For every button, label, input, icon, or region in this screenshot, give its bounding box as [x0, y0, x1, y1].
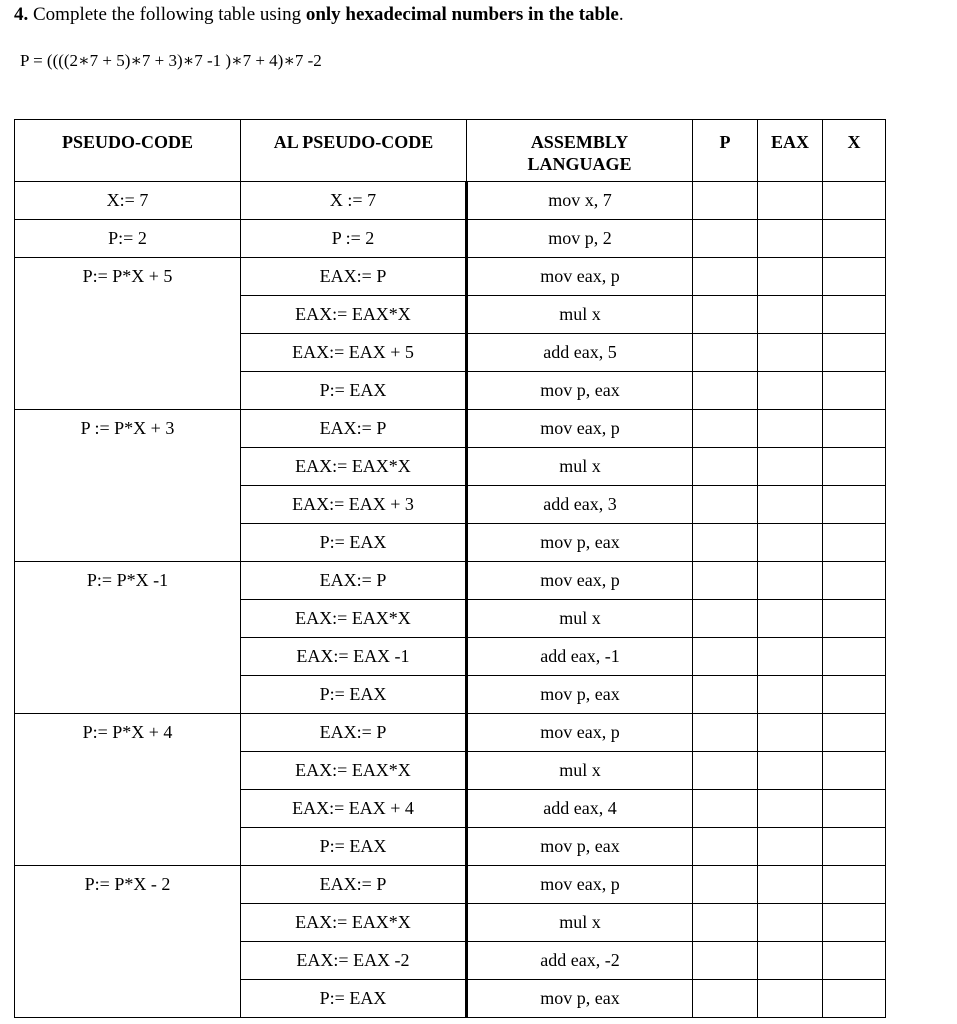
assembly-cell: mov eax, p — [467, 562, 693, 600]
answer-cell-eax[interactable] — [758, 904, 823, 942]
answer-cell-p[interactable] — [693, 372, 758, 410]
assembly-cell: add eax, 5 — [467, 334, 693, 372]
answer-cell-x[interactable] — [823, 562, 886, 600]
al-pseudo-code-cell: EAX:= P — [241, 562, 467, 600]
answer-cell-eax[interactable] — [758, 714, 823, 752]
answer-cell-p[interactable] — [693, 676, 758, 714]
assembly-cell: mov eax, p — [467, 410, 693, 448]
answer-cell-p[interactable] — [693, 904, 758, 942]
answer-cell-p[interactable] — [693, 334, 758, 372]
answer-cell-p[interactable] — [693, 638, 758, 676]
assembly-cell: mul x — [467, 600, 693, 638]
answer-cell-p[interactable] — [693, 562, 758, 600]
al-pseudo-code-cell: P:= EAX — [241, 828, 467, 866]
pseudo-code-cell: X:= 7 — [15, 182, 241, 220]
header-assembly-language: ASSEMBLY LANGUAGE — [467, 120, 693, 182]
pseudo-code-cell: P:= P*X - 2 — [15, 866, 241, 1018]
table-row — [15, 714, 886, 752]
assembly-cell: mov p, eax — [467, 980, 693, 1018]
al-pseudo-code-cell: P:= EAX — [241, 980, 467, 1018]
answer-cell-x[interactable] — [823, 904, 886, 942]
answer-cell-p[interactable] — [693, 866, 758, 904]
answer-cell-p[interactable] — [693, 448, 758, 486]
answer-cell-p[interactable] — [693, 410, 758, 448]
al-pseudo-code-cell: EAX:= P — [241, 258, 467, 296]
answer-cell-x[interactable] — [823, 486, 886, 524]
answer-cell-eax[interactable] — [758, 600, 823, 638]
al-pseudo-code-cell: EAX:= EAX*X — [241, 904, 467, 942]
answer-cell-x[interactable] — [823, 866, 886, 904]
al-pseudo-code-cell: EAX:= EAX*X — [241, 752, 467, 790]
answer-cell-x[interactable] — [823, 448, 886, 486]
header-p: P — [693, 120, 758, 182]
answer-table — [14, 119, 886, 1018]
answer-cell-eax[interactable] — [758, 790, 823, 828]
answer-cell-eax[interactable] — [758, 486, 823, 524]
answer-cell-eax[interactable] — [758, 828, 823, 866]
answer-cell-eax[interactable] — [758, 220, 823, 258]
answer-cell-x[interactable] — [823, 220, 886, 258]
assembly-cell: add eax, 4 — [467, 790, 693, 828]
question-text-bold: only hexadecimal numbers in the table — [305, 4, 619, 25]
al-pseudo-code-cell: EAX:= EAX + 5 — [241, 334, 467, 372]
al-pseudo-code-cell: P:= EAX — [241, 676, 467, 714]
answer-cell-x[interactable] — [823, 714, 886, 752]
answer-cell-x[interactable] — [823, 182, 886, 220]
al-pseudo-code-cell: P := 2 — [241, 220, 467, 258]
answer-cell-p[interactable] — [693, 828, 758, 866]
answer-cell-x[interactable] — [823, 676, 886, 714]
answer-cell-p[interactable] — [693, 790, 758, 828]
table-row — [15, 562, 886, 600]
al-pseudo-code-cell: EAX:= EAX*X — [241, 448, 467, 486]
al-pseudo-code-cell: EAX:= P — [241, 410, 467, 448]
assembly-cell: mul x — [467, 904, 693, 942]
answer-cell-x[interactable] — [823, 600, 886, 638]
answer-cell-p[interactable] — [693, 296, 758, 334]
assembly-cell: mul x — [467, 752, 693, 790]
assembly-cell: mov eax, p — [467, 714, 693, 752]
answer-cell-x[interactable] — [823, 524, 886, 562]
answer-cell-eax[interactable] — [758, 258, 823, 296]
al-pseudo-code-cell: X := 7 — [241, 182, 467, 220]
answer-cell-eax[interactable] — [758, 410, 823, 448]
answer-cell-x[interactable] — [823, 410, 886, 448]
answer-cell-eax[interactable] — [758, 334, 823, 372]
assembly-cell: mov p, eax — [467, 828, 693, 866]
question-text-post: . — [618, 4, 624, 25]
answer-cell-x[interactable] — [823, 828, 886, 866]
answer-cell-eax[interactable] — [758, 980, 823, 1018]
assembly-cell: mov p, 2 — [467, 220, 693, 258]
al-pseudo-code-cell: EAX:= EAX -2 — [241, 942, 467, 980]
answer-cell-x[interactable] — [823, 638, 886, 676]
table-row — [15, 410, 886, 448]
table-row — [15, 182, 886, 220]
answer-cell-eax[interactable] — [758, 296, 823, 334]
table-row — [15, 866, 886, 904]
answer-cell-eax[interactable] — [758, 372, 823, 410]
al-pseudo-code-cell: EAX:= EAX + 4 — [241, 790, 467, 828]
answer-cell-eax[interactable] — [758, 752, 823, 790]
assembly-cell: mov p, eax — [467, 524, 693, 562]
header-x: X — [823, 120, 886, 182]
header-al-pseudo-code: AL PSEUDO-CODE — [241, 120, 467, 182]
al-pseudo-code-cell: P:= EAX — [241, 372, 467, 410]
answer-cell-eax[interactable] — [758, 638, 823, 676]
answer-cell-x[interactable] — [823, 258, 886, 296]
answer-cell-eax[interactable] — [758, 182, 823, 220]
formula: P = ((((2∗7 + 5)∗7 + 3)∗7 -1 )∗7 + 4)∗7 -2 — [20, 51, 322, 70]
answer-cell-p[interactable] — [693, 486, 758, 524]
answer-cell-p[interactable] — [693, 752, 758, 790]
assembly-cell: mul x — [467, 296, 693, 334]
al-pseudo-code-cell: EAX:= P — [241, 714, 467, 752]
assembly-cell: mov x, 7 — [467, 182, 693, 220]
pseudo-code-cell: P:= P*X + 5 — [15, 258, 241, 410]
table-header-row — [15, 120, 886, 182]
al-pseudo-code-cell: EAX:= EAX*X — [241, 296, 467, 334]
answer-cell-p[interactable] — [693, 182, 758, 220]
answer-cell-eax[interactable] — [758, 524, 823, 562]
assembly-cell: add eax, -1 — [467, 638, 693, 676]
answer-cell-p[interactable] — [693, 980, 758, 1018]
answer-cell-x[interactable] — [823, 942, 886, 980]
question-text — [14, 4, 624, 26]
pseudo-code-cell: P:= P*X -1 — [15, 562, 241, 714]
answer-cell-p[interactable] — [693, 258, 758, 296]
pseudo-code-cell: P:= 2 — [15, 220, 241, 258]
answer-cell-x[interactable] — [823, 334, 886, 372]
answer-cell-eax[interactable] — [758, 676, 823, 714]
assembly-cell: add eax, -2 — [467, 942, 693, 980]
pseudo-code-cell: P := P*X + 3 — [15, 410, 241, 562]
answer-cell-x[interactable] — [823, 372, 886, 410]
question-text-pre: Complete the following table using — [28, 4, 306, 25]
answer-cell-x[interactable] — [823, 980, 886, 1018]
al-pseudo-code-cell: EAX:= EAX -1 — [241, 638, 467, 676]
answer-cell-p[interactable] — [693, 524, 758, 562]
al-pseudo-code-cell: EAX:= EAX*X — [241, 600, 467, 638]
header-pseudo-code: PSEUDO-CODE — [15, 120, 241, 182]
table-row — [15, 258, 886, 296]
answer-cell-x[interactable] — [823, 296, 886, 334]
answer-cell-p[interactable] — [693, 714, 758, 752]
question-number: 4. — [14, 4, 29, 25]
assembly-cell: mul x — [467, 448, 693, 486]
assembly-cell: mov eax, p — [467, 258, 693, 296]
header-eax: EAX — [758, 120, 823, 182]
table-row — [15, 220, 886, 258]
al-pseudo-code-cell: P:= EAX — [241, 524, 467, 562]
answer-cell-eax[interactable] — [758, 942, 823, 980]
answer-cell-x[interactable] — [823, 752, 886, 790]
answer-cell-eax[interactable] — [758, 562, 823, 600]
assembly-cell: mov p, eax — [467, 676, 693, 714]
answer-cell-p[interactable] — [693, 220, 758, 258]
al-pseudo-code-cell: EAX:= EAX + 3 — [241, 486, 467, 524]
assembly-cell: mov eax, p — [467, 866, 693, 904]
answer-cell-x[interactable] — [823, 790, 886, 828]
al-pseudo-code-cell: EAX:= P — [241, 866, 467, 904]
answer-cell-p[interactable] — [693, 600, 758, 638]
assembly-cell: mov p, eax — [467, 372, 693, 410]
answer-cell-eax[interactable] — [758, 866, 823, 904]
answer-cell-eax[interactable] — [758, 448, 823, 486]
assembly-cell: add eax, 3 — [467, 486, 693, 524]
pseudo-code-cell: P:= P*X + 4 — [15, 714, 241, 866]
answer-cell-p[interactable] — [693, 942, 758, 980]
